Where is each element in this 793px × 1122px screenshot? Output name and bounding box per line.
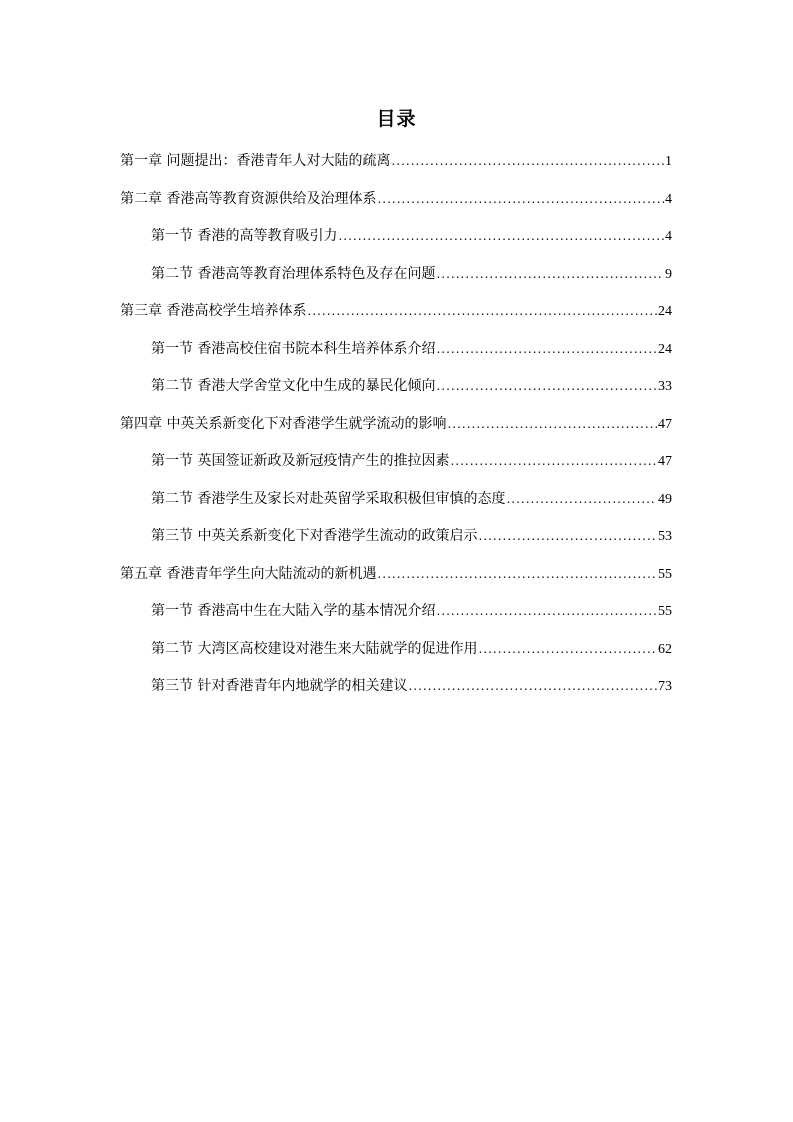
toc-entry-label: 第二节 香港学生及家长对赴英留学采取积极但审慎的态度 <box>151 490 506 507</box>
toc-entry-section-2-1[interactable] <box>120 225 672 263</box>
toc-entry-label: 第二节 香港大学舍堂文化中生成的暴民化倾向 <box>151 378 436 394</box>
toc-entry-page: 33 <box>658 379 672 394</box>
toc-entry-section-3-1[interactable] <box>120 338 672 376</box>
toc-entry-page: 47 <box>658 454 672 469</box>
toc-entry-label: 第一节 香港高中生在大陆入学的基本情况介绍 <box>151 603 436 619</box>
toc-entry-section-4-1[interactable] <box>120 450 672 488</box>
toc-entry-label: 第一节 香港高校住宿书院本科生培养体系介绍 <box>151 340 436 357</box>
toc-entry-section-5-1[interactable] <box>120 600 672 638</box>
toc-entry-label: 第二节 香港高等教育治理体系特色及存在问题 <box>151 265 436 282</box>
toc-entry-page: 4 <box>665 229 672 244</box>
dot-leader <box>338 225 664 247</box>
toc-entry-section-5-2[interactable] <box>120 638 672 676</box>
toc-entry-section-5-3[interactable] <box>120 675 672 713</box>
toc-entry-label: 第一节 香港的高等教育吸引力 <box>151 228 338 244</box>
toc-entry-label: 第四章 中英关系新变化下对香港学生就学流动的影响 <box>120 415 447 432</box>
toc-entry-label: 第五章 香港青年学生向大陆流动的新机遇 <box>120 565 377 582</box>
dot-leader <box>391 150 664 172</box>
toc-entry-page: 24 <box>658 304 672 319</box>
toc-entry-chapter-2[interactable] <box>120 188 672 226</box>
dot-leader <box>377 563 657 585</box>
toc-entry-label: 第三节 针对香港青年内地就学的相关建议 <box>151 678 408 694</box>
toc-entry-page: 53 <box>658 529 672 544</box>
toc-entry-section-2-2[interactable] <box>120 263 672 301</box>
toc-entry-section-4-3[interactable] <box>120 525 672 563</box>
toc-entry-page: 47 <box>658 416 672 432</box>
toc-title: 目录 <box>376 108 417 130</box>
toc-entry-chapter-4[interactable] <box>120 413 672 451</box>
dot-leader <box>450 450 657 472</box>
dot-leader <box>377 188 664 210</box>
toc-entry-section-4-2[interactable] <box>120 488 672 526</box>
toc-entry-chapter-1[interactable] <box>120 150 672 188</box>
dot-leader <box>478 638 657 660</box>
toc-entry-label: 第三章 香港高校学生培养体系 <box>120 303 307 319</box>
toc-entry-chapter-5[interactable] <box>120 563 672 601</box>
table-of-contents <box>120 150 672 713</box>
dot-leader <box>436 600 657 622</box>
dot-leader <box>436 263 664 285</box>
toc-entry-page: 24 <box>658 341 672 357</box>
toc-entry-label: 第三节 中英关系新变化下对香港学生流动的政策启示 <box>151 528 478 544</box>
toc-entry-label: 第二章 香港高等教育资源供给及治理体系 <box>120 190 377 207</box>
toc-entry-chapter-3[interactable] <box>120 300 672 338</box>
toc-entry-label: 第一节 英国签证新政及新冠疫情产生的推拉因素 <box>151 453 450 469</box>
dot-leader <box>478 525 657 547</box>
toc-entry-page: 55 <box>658 604 672 619</box>
toc-entry-page: 4 <box>665 191 672 207</box>
dot-leader <box>408 675 657 697</box>
toc-entry-page: 73 <box>658 679 672 694</box>
dot-leader <box>506 488 657 510</box>
toc-entry-page: 9 <box>665 266 672 282</box>
toc-entry-page: 62 <box>658 641 672 657</box>
dot-leader <box>436 338 657 360</box>
dot-leader <box>307 300 657 322</box>
toc-entry-page: 49 <box>658 491 672 507</box>
toc-entry-label: 第二节 大湾区高校建设对港生来大陆就学的促进作用 <box>151 640 478 657</box>
dot-leader <box>436 375 657 397</box>
toc-entry-section-3-2[interactable] <box>120 375 672 413</box>
toc-entry-label: 第一章 问题提出：香港青年人对大陆的疏离 <box>120 153 391 169</box>
toc-entry-page: 1 <box>665 154 672 169</box>
dot-leader <box>447 413 657 435</box>
toc-entry-page: 55 <box>658 566 672 582</box>
